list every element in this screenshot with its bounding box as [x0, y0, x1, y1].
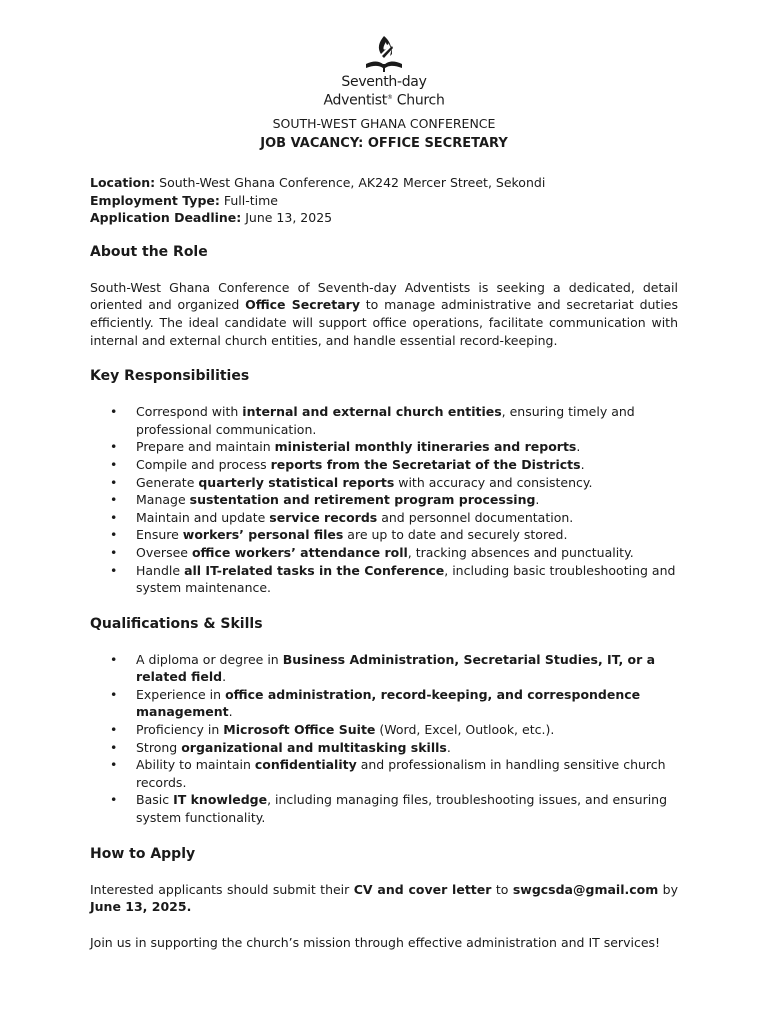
responsibilities-list	[90, 403, 678, 597]
org-name-line1: Seventh-day	[341, 74, 427, 90]
meta-deadline-label: Application Deadline:	[90, 210, 242, 226]
church-logo-icon	[362, 34, 406, 74]
meta-employment	[90, 192, 678, 210]
list-item: • Experience in office administration, record-keeping, and correspondence management.	[136, 686, 678, 721]
meta-employment-label: Employment Type:	[90, 192, 220, 208]
church-logo	[0, 34, 768, 109]
apply-email: swgcsda@gmail.com	[512, 881, 659, 897]
about-text-2: to manage administrative and secretariat duties efficiently. The ideal candidate will support office operations, facilitate communication with internal and external church entities, and handle essential record-keeping.	[90, 297, 678, 348]
list-item: • Prepare and maintain ministerial monthly itineraries and reports.	[136, 438, 678, 456]
conference-name: SOUTH-WEST GHANA CONFERENCE	[272, 116, 496, 131]
list-item: • Compile and process reports from the Secretariat of the Districts.	[136, 456, 678, 474]
job-meta	[90, 174, 678, 227]
apply-paragraph: Interested applicants should submit their CV and cover letter to swgcsda@gmail.com by June 13, 2025.	[90, 881, 679, 915]
meta-location	[90, 174, 678, 192]
meta-deadline-value: June 13, 2025	[241, 210, 333, 226]
list-item: • Ability to maintain confidentiality and professionalism in handling sensitive church records.	[136, 756, 678, 791]
list-item: • Ensure workers’ personal files are up to date and securely stored.	[136, 526, 678, 544]
about-text-1: South-West Ghana Conference of Seventh-day Adventists is seeking a dedicated, detail oriented and organized	[90, 279, 678, 313]
list-item: • Strong organizational and multitasking skills.	[136, 739, 678, 757]
meta-location-value: South-West Ghana Conference, AK242 Mercer Street, Sekondi	[155, 175, 546, 190]
list-item: • Handle all IT-related tasks in the Conference, including basic troubleshooting and system maintenance.	[136, 562, 678, 597]
list-item: • Maintain and update service records and personnel documentation.	[136, 509, 678, 527]
list-item: • Basic IT knowledge, including managing files, troubleshooting issues, and ensuring system functionality.	[136, 791, 678, 826]
list-item: • Manage sustentation and retirement program processing.	[136, 491, 678, 509]
qualifications-heading: Qualifications & Skills	[90, 615, 263, 632]
document-body	[90, 174, 678, 951]
meta-deadline	[90, 209, 678, 227]
about-text-bold: Office Secretary	[245, 297, 360, 313]
meta-employment-value: Full-time	[219, 192, 278, 208]
page-title: JOB VACANCY: OFFICE SECRETARY	[260, 136, 508, 151]
list-item: • Proficiency in Microsoft Office Suite (Word, Excel, Outlook, etc.).	[136, 721, 678, 739]
apply-heading: How to Apply	[90, 845, 196, 862]
responsibilities-heading: Key Responsibilities	[90, 368, 250, 385]
list-item: • A diploma or degree in Business Administration, Secretarial Studies, IT, or a related field.	[136, 651, 678, 686]
meta-location-label: Location:	[90, 175, 156, 190]
about-heading: About the Role	[90, 243, 208, 260]
closing-paragraph: Join us in supporting the church’s mission through effective administration and IT services!	[90, 934, 661, 950]
list-item: • Generate quarterly statistical reports with accuracy and consistency.	[136, 474, 678, 492]
org-name-adventist: Adventist	[323, 92, 387, 109]
list-item: • Correspond with internal and external church entities, ensuring timely and professional communication.	[136, 403, 678, 438]
about-paragraph	[90, 279, 678, 349]
list-item: • Oversee office workers’ attendance roll, tracking absences and punctuality.	[136, 544, 678, 562]
org-name-church: Church	[392, 92, 445, 109]
org-name-line2	[0, 90, 768, 109]
qualifications-list	[90, 651, 678, 827]
registered-mark: ®	[386, 94, 393, 101]
